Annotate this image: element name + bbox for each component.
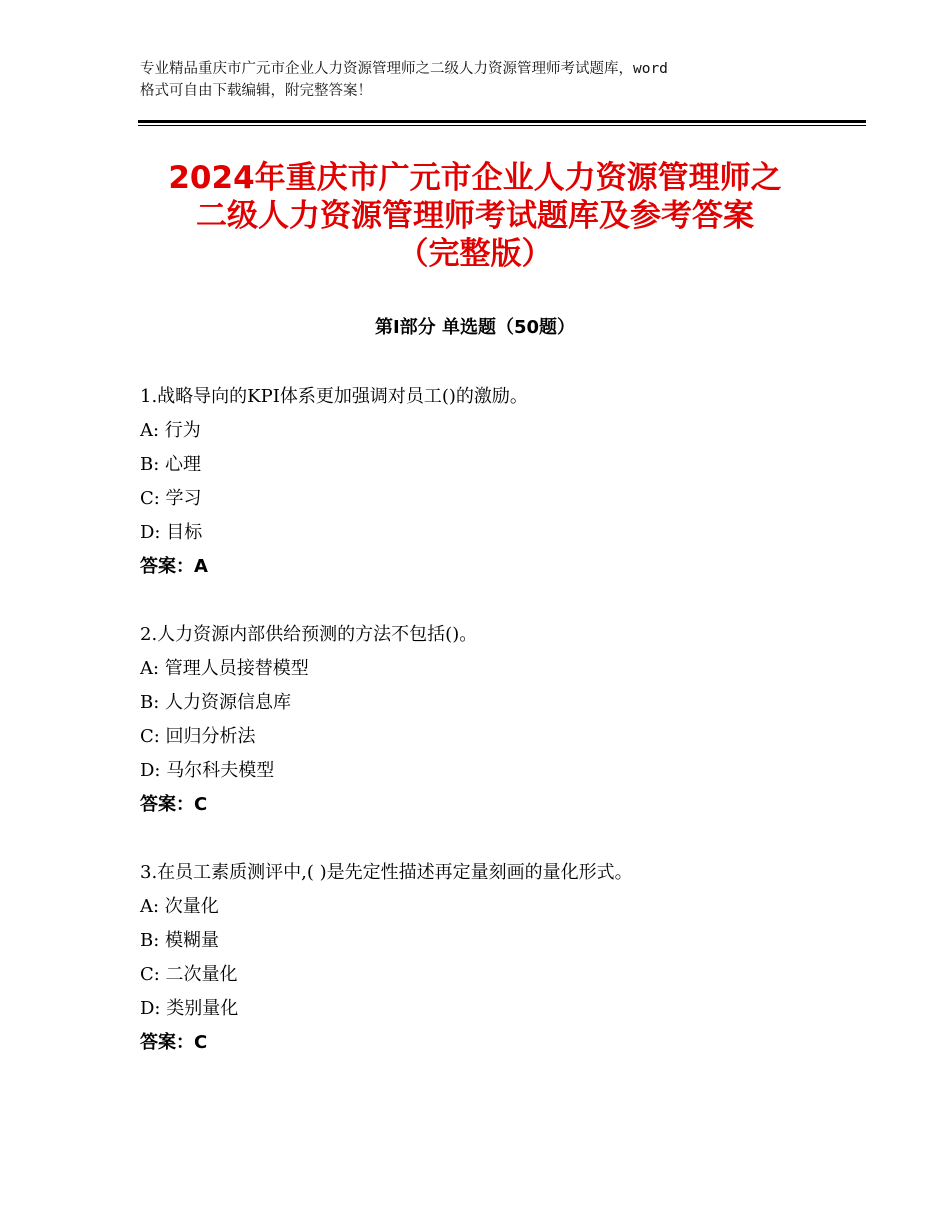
header-divider-thin [138,125,866,126]
option-c: C: 学习 [140,488,202,509]
header-divider-thick [138,120,866,123]
document-title-line-1: 2024年重庆市广元市企业人力资源管理师之 [168,160,782,196]
option-d: D: 目标 [140,522,203,543]
option-c: C: 回归分析法 [140,726,256,747]
question-1 [140,380,880,584]
question-3 [140,856,880,1060]
document-title [60,159,890,273]
answer: 答案：A [140,556,208,577]
question-2 [140,618,880,822]
option-c: C: 二次量化 [140,964,238,985]
option-d: D: 马尔科夫模型 [140,760,275,781]
question-list [140,380,880,1094]
question-stem: 2.人力资源内部供给预测的方法不包括()。 [140,624,478,645]
header-note-line-2: 格式可自由下载编辑，附完整答案！ [140,83,372,99]
question-stem: 1.战略导向的KPI体系更加强调对员工()的激励。 [140,386,528,407]
section-title: 第Ⅰ部分 单选题（50题） [374,317,575,338]
option-a: A: 管理人员接替模型 [140,658,309,679]
option-b: B: 人力资源信息库 [140,692,292,713]
document-title-line-2: 二级人力资源管理师考试题库及参考答案 [196,198,754,234]
header-note [140,58,820,102]
document-title-line-3: （完整版） [397,236,553,272]
option-d: D: 类别量化 [140,998,239,1019]
option-b: B: 模糊量 [140,930,220,951]
option-a: A: 行为 [140,420,201,441]
question-stem: 3.在员工素质测评中,( )是先定性描述再定量刻画的量化形式。 [140,862,633,883]
header-note-line-1: 专业精品重庆市广元市企业人力资源管理师之二级人力资源管理师考试题库，word [140,61,668,77]
option-a: A: 次量化 [140,896,219,917]
answer: 答案：C [140,1032,208,1053]
answer: 答案：C [140,794,208,815]
option-b: B: 心理 [140,454,202,475]
